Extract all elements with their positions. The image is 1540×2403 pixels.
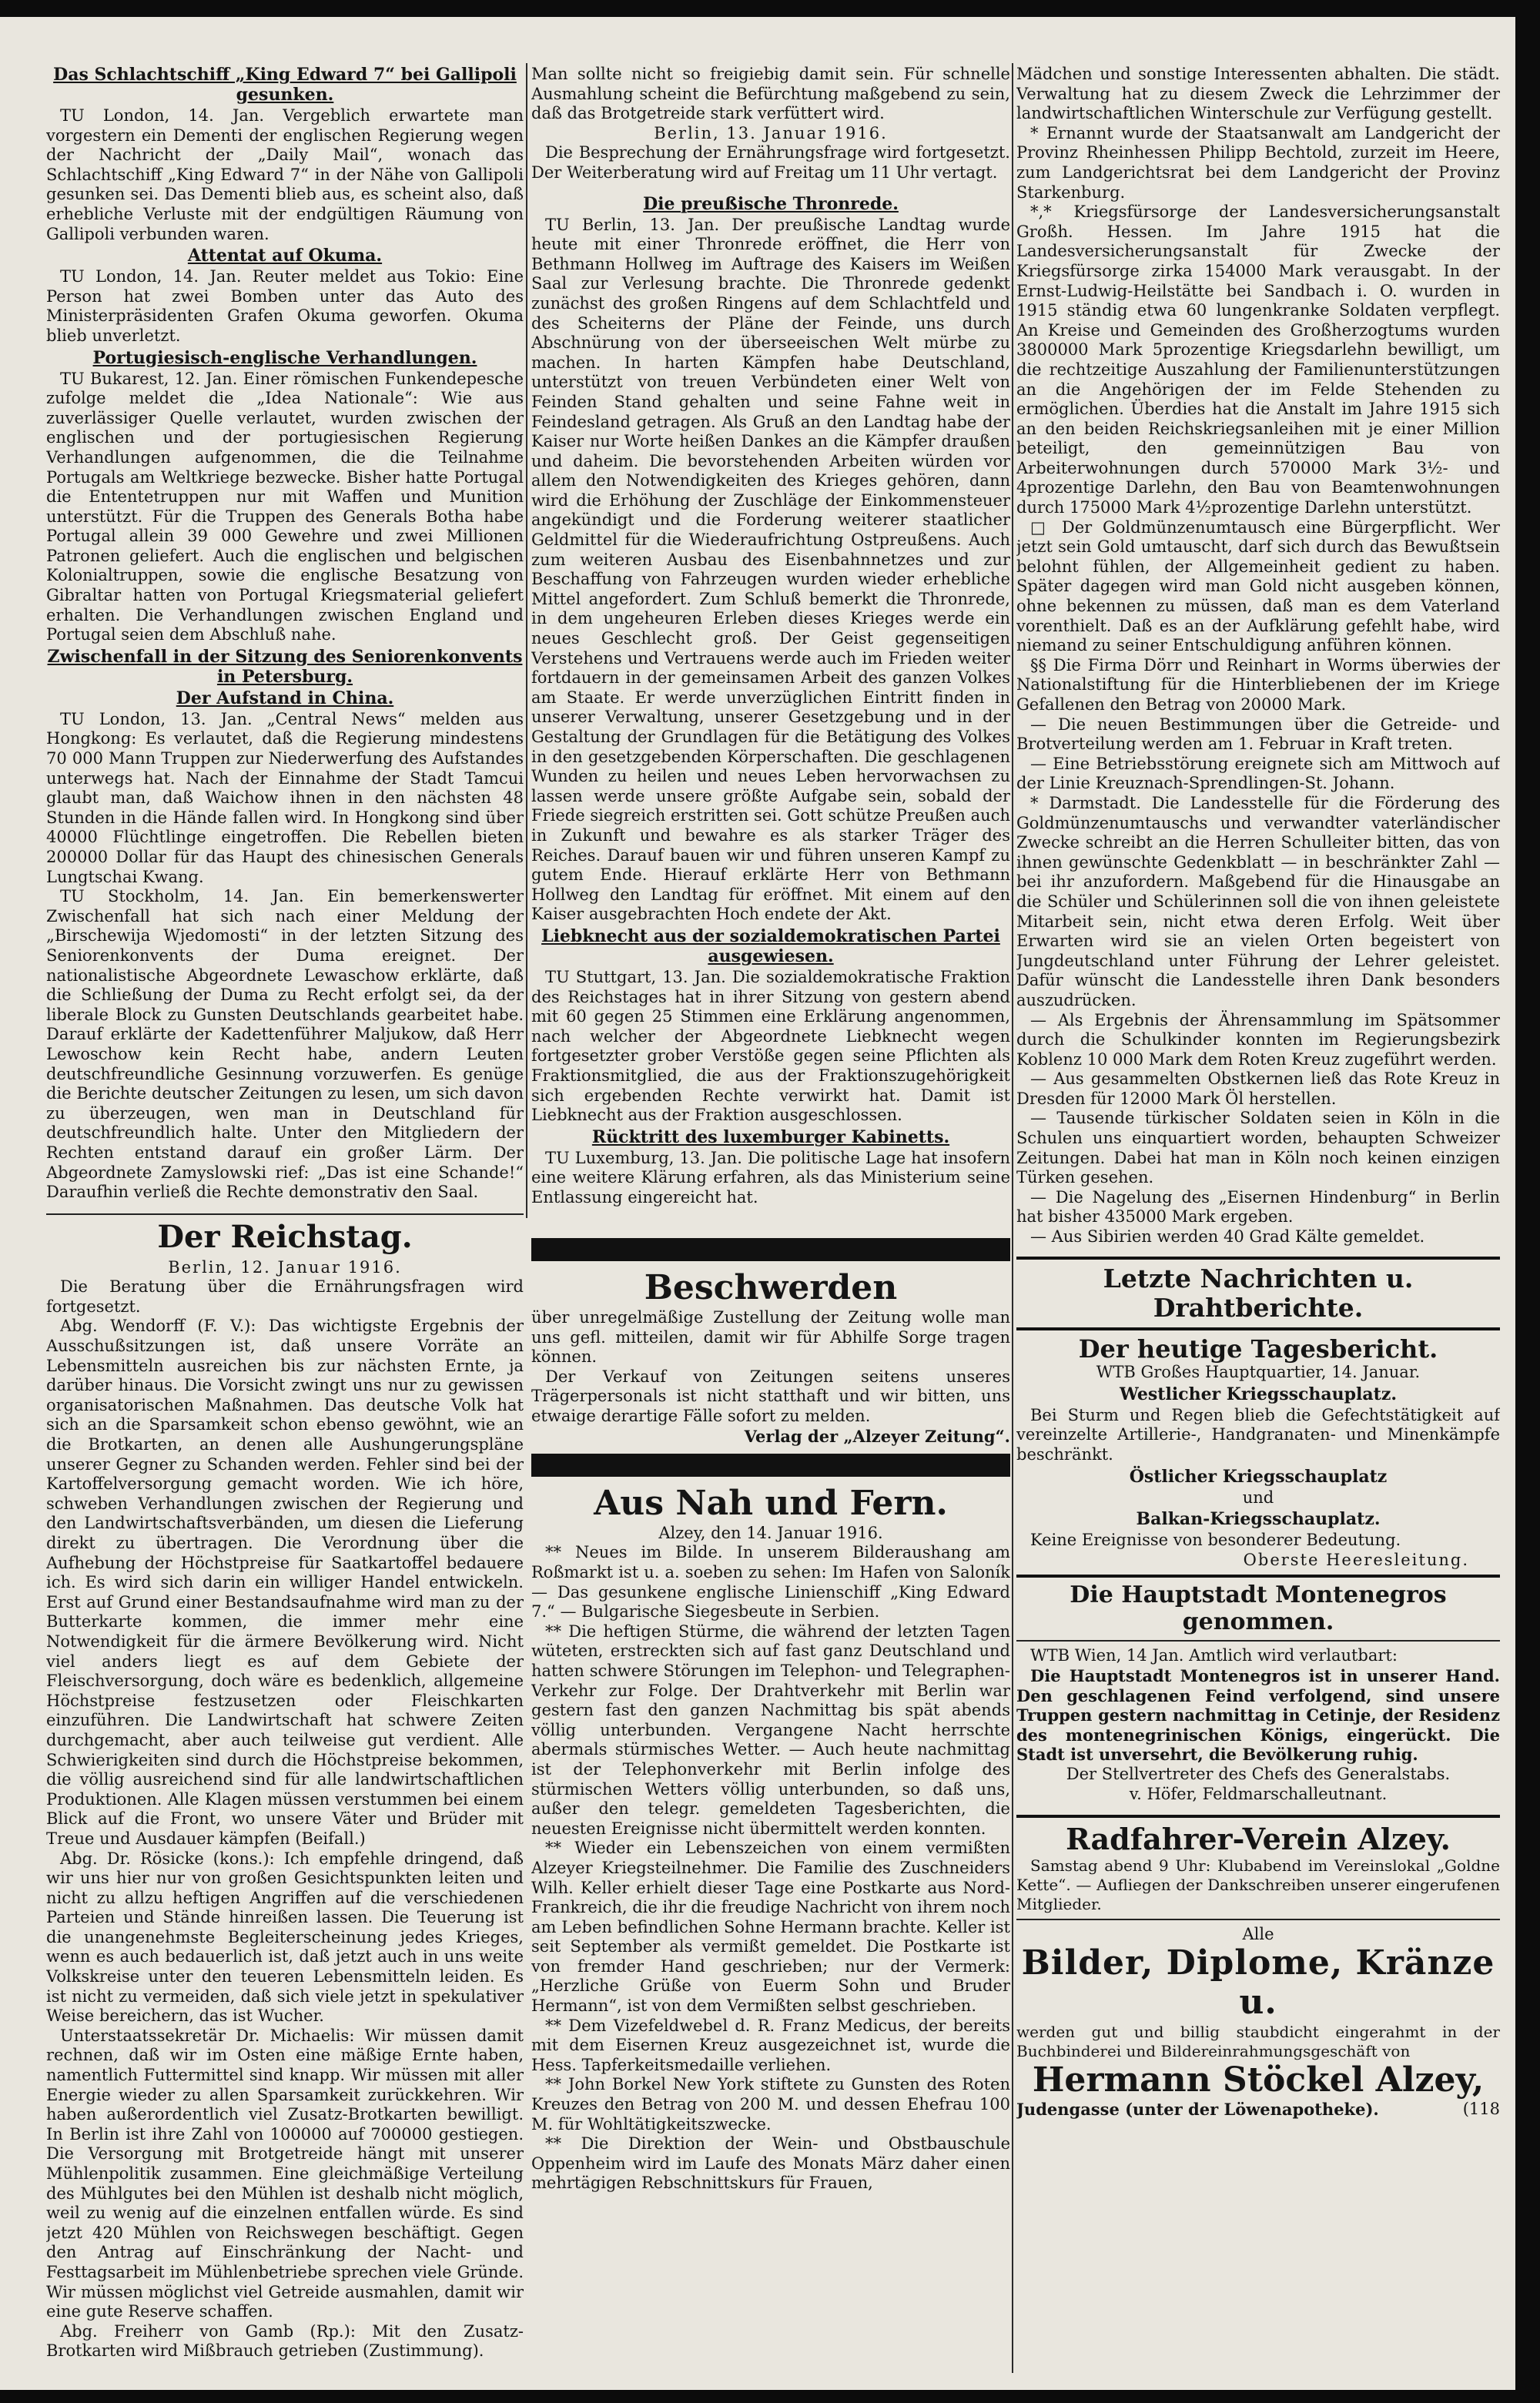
notice-obstkerne: — Aus gesammelten Obstkernen ließ das Rote Kreuz in Dresden für 12000 Mark Öl herstellen. [1016,1069,1500,1108]
rule [1016,1257,1500,1260]
notice-kriegsfuersorge: *,* Kriegsfürsorge der Landesversicherungsanstalt Großh. Hessen. Im Jahre 1915 hat die Landesversicherungsanstalt für Zwecke der Kriegsfürsorge zirka 154000 Mark verausgabt. In der Ernst-Ludwig-Heilstätte bei Sandbach i. O. wurden in 1915 ständig etwa 60 lungenkranke Soldaten verpflegt. An Kreise und Gemeinden des Großherzogtums wurden 3800000 Mark 5prozentige Kriegsdarlehn bewilligt, um die rechtzeitige Auszahlung der Familienunterstützungen an die Angehörigen der im Felde Stehenden zu ermöglichen. Überdies hat die Anstalt im Jahre 1915 sich an den beiden Reichskriegsanleihen mit je einer Million beteiligt, den gemeinnützigen Bau von Arbeiterwohnungen durch 570000 Mark 3½- und 4prozentige Darlehn, den Bau von Beamtenwohnungen durch 175000 Mark 4½prozentige Darlehn unterstützt. [1016,202,1500,517]
nahfern-continued: Mädchen und sonstige Interessenten abhalten. Die städt. Verwaltung hat zu diesem Zweck die Lehrzimmer der landwirtschaftlichen Winterschule zur Verfügung gestellt. [1016,65,1500,123]
ad-code: (118 [1462,2100,1500,2119]
headline-okuma: Attentat auf Okuma. [187,246,383,266]
column-3 [1016,17,1500,2120]
article-stockholm: TU Stockholm, 14. Jan. Ein bemerkenswerter Zwischenfall hat sich nach einer Meldung der „Birschewija Wjedomosti“ in der letzten Sitzung des Seniorenkonvents der Duma ereignet. Der nationalistische Abgeordnete Lewaschow erklärte, daß die Schließung der Duma zu Recht erfolgt sei, da der liberale Block zu Gunsten Deutschlands gearbeitet habe. Darauf erklärte der Kadettenführer Maljukow, daß Herr Lewoschow kein Recht habe, andern Leuten deutschfreundliche Gesinnung vorzuwerfen. Es genüge die Berichte deutscher Zeitungen zu lesen, um sich davon zu überzeugen, wen man in Deutschland für deutschfreundlich halte. Unter den Mitgliedern der Rechten entstand darauf ein großer Lärm. Der Abgeordnete Zamyslowski rief: „Das ist eine Schande!“ Daraufhin verließ die Rechte demonstrativ den Saal. [46,887,524,1202]
beschwerden-p1: über unregelmäßige Zustellung der Zeitung wolle man uns gefl. mitteilen, damit wir für Abhilfe Sorge tragen können. [531,1308,1010,1367]
headline-reichstag: Der Reichstag. [157,1218,413,1255]
column-rule-1 [526,63,527,1218]
reichstag-continued: Man sollte nicht so freigiebig damit sein. Für schnelle Ausmahlung scheint die Befürchtung maßgebend zu sein, daß das Brotgetreide stark verfüttert wird. [531,65,1010,123]
reichstag-p4: Unterstaatssekretär Dr. Michaelis: Wir müssen damit rechnen, daß wir im Osten eine mäßige Ernte haben, namentlich Futtermittel sind knapp. Wir müssen mit aller Energie wieder zu allen Sparsamkeit zurückkehren. Wir haben außerordentlich viel Zusatz-Brotkarten bewilligt. In Berlin ist ihre Zahl von 100000 auf 700000 gestiegen. Die Versorgung mit Brotgetreide hängt mit unserer Mühlenpolitik zusammen. Eine gleichmäßige Verteilung des Mühlgutes bei den Mühlen ist deshalb nicht möglich, weil zu wenig auf die einzelnen entfallen würde. Es sind jetzt 420 Mühlen von Reichswegen beschäftigt. Gegen den Antrag auf Einschränkung der Nacht- und Festtagsarbeit im Mühlenbetriebe sprechen viele Gründe. Wir müssen möglichst viel Getreide ausmahlen, damit wir eine gute Reserve schaffen. [46,2026,524,2321]
headline-tagesbericht: Der heutige Tagesbericht. [1078,1334,1438,1364]
notice-betriebsstoerung: — Eine Betriebsstörung ereignete sich am Mittwoch auf der Linie Kreuznach-Sprendlingen-St. Johann. [1016,754,1500,793]
dateline-alzey: Alzey, den 14. Januar 1916. [658,1523,883,1542]
headline-portugal: Portugiesisch-englische Verhandlungen. [92,347,477,368]
notice-sibirien: — Aus Sibirien werden 40 Grad Kälte gemeldet. [1030,1227,1425,1247]
headline-zwischenfall: Zwischenfall in der Sitzung des Seniorenkonvents in Petersburg. [47,646,523,687]
headline-radfahrer: Radfahrer-Verein Alzey. [1066,1822,1451,1857]
notice-aehrensammlung: — Als Ergebnis der Ährensammlung im Spätsommer durch die Schulkinder konnten im Regierungsbezirk Koblenz 10 000 Mark dem Roten Kreuz zugeführt werden. [1016,1010,1500,1069]
column-rule-2 [1012,63,1013,2373]
notice-doerr-reinhart: §§ Die Firma Dörr und Reinhart in Worms überwies der Nationalstiftung für die Hinterbliebenen der im Kriege Gefallenen den Betrag von 20000 Mark. [1016,655,1500,714]
notice-bestimmungen: — Die neuen Bestimmungen über die Getreide- und Brotverteilung werden am 1. Februar in Kraft treten. [1016,715,1500,754]
tagesbericht-west: Bei Sturm und Regen blieb die Gefechtstätigkeit auf vereinzelte Artillerie-, Handgranaten- und Minenkämpfe beschränkt. [1016,1405,1500,1464]
radfahrer-text: Samstag abend 9 Uhr: Klubabend im Vereinslokal „Goldne Kette“. — Aufliegen der Dankschreiben unserer eingerufenen Mitglieder. [1016,1856,1500,1913]
headline-luxemburg: Rücktritt des luxemburger Kabinetts. [591,1126,950,1147]
article-liebknecht: TU Stuttgart, 13. Jan. Die sozialdemokratische Fraktion des Reichstages hat in ihrer Sitzung von gestern abend mit 60 gegen 25 Stimmen eine Erklärung angenommen, nach welcher der Abgeordnete Liebknecht wegen fortgesetzter grober Verstöße gegen seine Pflichten als Fraktionsmitglied, die aus der Fraktionszugehörigkeit sich ergebenden Rechte verwirkt hat. Damit ist Liebknecht aus der Fraktion ausgeschlossen. [531,967,1010,1125]
montenegro-sign1: Der Stellvertreter des Chefs des Generalstabs. [1066,1765,1451,1784]
dateline-hauptquartier: WTB Großes Hauptquartier, 14. Januar. [1096,1363,1421,1382]
tagesbericht-ost: Keine Ereignisse von besonderer Bedeutung. [1030,1531,1401,1550]
article-ship: TU London, 14. Jan. Vergeblich erwartete man vorgestern ein Dementi der englischen Regierung wegen der Nachricht der „Daily Mail“, wonach das Schlachtschiff „King Edward 7“ in der Nähe von Gallipoli gesunken sei. Das Dementi blieb aus, es scheint also, daß erhebliche Verluste mit der endgültigen Räumung von Gallipoli verbunden waren. [46,106,524,243]
reichstag-p2: Abg. Wendorff (F. V.): Das wichtigste Ergebnis der Ausschußsitzungen ist, daß unsere Vorräte an Lebensmitteln ausreichen bis zur nächsten Ernte, ja darüber hinaus. Die Vorsicht zwingt uns nur zu gewissen organisatorischen Maßnahmen. Das deutsche Volk hat sich an die Sparsamkeit schon ebenso gewöhnt, wie an die Brotkarten, an denen alle Aushungerungspläne unserer Gegner zu Schanden werden. Fehler sind bei der Kartoffelversorgung gemacht worden. Wie ich höre, schweben Verhandlungen zwischen der Regierung und den Landwirtschaftsverbänden, um diesen die Lieferung direkt zu übertragen. Die Verordnung über die Aufhebung der Höchstpreise für Saatkartoffel bedauere ich. Es wird sich darin ein williger Handel entwickeln. Erst auf Grund einer Bestandsaufnahme wird man zu der Butterkarte kommen, die immer mehr eine Notwendigkeit für die ärmere Bevölkerung wird. Nicht viel anders liegt es auf dem Gebiete der Fleischversorgung, doch wäre es bedenklich, allgemeine Höchstpreise festzusetzen oder Fleischkarten einzuführen. Die Landwirtschaft hat schwere Zeiten durchgemacht, aber auch teilweise gut verdient. Alle Schwierigkeiten sind durch die Höchstpreise bekommen, die völlig ausreichend sind für alle landwirtschaftlichen Produktionen. Alle Klagen müssen verstummen bei einem Blick auf die Front, wo unsere Väter und Brüder mit Treue und Ausdauer kämpfen (Beifall.) [46,1317,524,1848]
subhead-ost: Östlicher Kriegsschauplatz [1129,1466,1388,1487]
ad-alle: Alle [1242,1924,1274,1943]
rule [1016,1327,1500,1330]
subhead-balkan: Balkan-Kriegsschauplatz. [1136,1509,1381,1530]
montenegro-dateline: WTB Wien, 14 Jan. Amtlich wird verlautbart: [1030,1646,1398,1665]
article-china: TU London, 13. Jan. „Central News“ melden aus Hongkong: Es verlautet, daß die Regierung mindestens 70 000 Mann Truppen zur Niederwerfung des Aufstandes unterwegs hat. Nach der Einnahme der Stadt Tamcui glaubt man, daß Waichow ihnen in den nächsten 48 Stunden in die Hände fallen wird. In Hongkong sind über 40000 Flüchtlinge eingetroffen. Die Rebellen bieten 200000 Dollar für das Haupt des chinesischen Generals Lungtschai Kwang. [46,709,524,886]
rule [1016,1575,1500,1578]
tagesbericht-sign: Oberste Heeresleitung. [1243,1550,1469,1569]
rule [1016,1815,1500,1818]
reichstag-p3: Abg. Dr. Rösicke (kons.): Ich empfehle dringend, daß wir uns hier nur von großen Gesichtspunkten leiten und nicht zu allzu heftigen Angriffen auf die verschiedenen Parteien und Stände hinreißen lassen. Die Teuerung ist die unangenehmste Begleiterscheinung jedes Krieges, wenn es auch bedauerlich ist, daß jetzt auch in uns weite Volkskreise unter den teueren Lebensmitteln leiden. Es ist nicht zu vermeiden, daß sich viele jetzt in spekulativer Weise bereichern, das ist Wucher. [46,1849,524,2026]
reichstag-next: Die Besprechung der Ernährungsfrage wird fortgesetzt. Der Weiterberatung wird auf Freitag um 11 Uhr vertagt. [531,143,1010,182]
subhead-west: Westlicher Kriegsschauplatz. [1120,1384,1397,1404]
article-okuma: TU London, 14. Jan. Reuter meldet aus Tokio: Eine Person hat zwei Bomben unter das Auto des Ministerpräsidenten Grafen Okuma geworfen. Okuma blieb unverletzt. [46,267,524,345]
column-2 [531,17,1010,2194]
beschwerden-sign: Verlag der „Alzeyer Zeitung“. [744,1426,1010,1446]
notice-bechtold: * Ernannt wurde der Staatsanwalt am Landgericht der Provinz Rheinhessen Philipp Bechtold, zurzeit im Heere, zum Landgerichtsrat bei dem Landgericht der Provinz Starkenburg. [1016,123,1500,202]
reichstag-p1: Die Beratung über die Ernährungsfragen wird fortgesetzt. [46,1277,524,1316]
notice-hindenburg: — Die Nagelung des „Eisernen Hindenburg“ in Berlin hat bisher 435000 Mark ergeben. [1016,1187,1500,1227]
headline-china: Der Aufstand in China. [176,688,394,708]
headline-thronrede: Die preußische Thronrede. [643,193,899,214]
nahfern-p3: ** Wieder ein Lebenszeichen von einem vermißten Alzeyer Kriegsteilnehmer. Die Familie des Zuschneiders Wilh. Keller erhielt dieser Tage eine Postkarte aus Nord-Frankreich, die ihr die freudige Nachricht von ihrem noch am Leben befindlichen Sohne Hermann brachte. Keller ist seit September als vermißt gemeldet. Die Postkarte ist von fremder Hand geschrieben; nur der Vermerk: „Herzliche Grüße von Euerm Sohn und Bruder Hermann“, ist von dem Vermißten selbst geschrieben. [531,1839,1010,2016]
article-luxemburg: TU Luxemburg, 13. Jan. Die politische Lage hat insofern eine weitere Klärung erfahren, als das Ministerium seine Entlassung eingereicht hat. [531,1148,1010,1207]
black-band [531,1454,1010,1477]
subhead-und: und [1242,1488,1274,1507]
notice-goldmuenzen: □ Der Goldmünzenumtausch eine Bürgerpflicht. Wer jetzt sein Gold umtauscht, darf sich durch das Bewußtsein belohnt fühlen, der Allgemeinheit gedient zu haben. Später dagegen wird man Gold nicht ausgeben können, ohne bekennen zu müssen, daß man es dem Vaterland vorenthielt. Daß es an der Aufklärung gefehlt habe, wird niemand zu seiner Entschuldigung anführen können. [1016,517,1500,655]
ad-text: werden gut und billig staubdicht eingerahmt in der Buchbinderei und Bildereinrahmungsgeschäft von [1016,2022,1500,2060]
nahfern-p2: ** Die heftigen Stürme, die während der letzten Tagen wüteten, erstreckten sich auf fast ganz Deutschland und hatten schwere Störungen im Telephon- und Telegraphen-Verkehr zur Folge. Der Drahtverkehr mit Berlin war gestern fast den ganzen Nachmittag bis spät abends völlig unterbunden. Vergangene Nacht herrschte abermals stürmisches Wetter. — Auch heute nachmittag ist der Telephonverkehr mit Berlin infolge des stürmischen Wetters völlig unterbunden, so daß uns, außer den telegr. gemeldeten Tagesberichten, die neuesten Ereignisse nicht übermittelt werden konnten. [531,1622,1010,1838]
black-band [531,1238,1010,1261]
rule [1016,1640,1500,1642]
ad-headline: Bilder, Diplome, Kränze u. [1021,1943,1495,2023]
headline-montenegro: Die Hauptstadt Montenegros genommen. [1070,1581,1447,1635]
nahfern-p5: ** John Borkel New York stiftete zu Gunsten des Roten Kreuzes den Betrag von 200 M. und dessen Ehefrau 100 M. für Wohltätigkeitszwecke. [531,2075,1010,2134]
headline-nah-fern: Aus Nah und Fern. [594,1484,948,1524]
rule [1016,1919,1500,1920]
rule [46,1213,524,1215]
beschwerden-p2: Der Verkauf von Zeitungen seitens unseres Trägerpersonals ist nicht statthaft und wir bitten, uns etwaige derartige Fälle sofort zu melden. [531,1367,1010,1426]
nahfern-p1: ** Neues im Bilde. In unserem Bilderaushang am Roßmarkt ist u. a. soeben zu sehen: Im Hafen von Saloník — Das gesunkene englische Linienschiff „King Edward 7.“ — Bulgarische Siegesbeute in Serbien. [531,1543,1010,1622]
headline-beschwerden: Beschwerden [644,1268,898,1308]
headline-ship: Das Schlachtschiff „King Edward 7“ bei Gallipoli gesunken. [53,65,517,105]
nahfern-p4: ** Dem Vizefeldwebel d. R. Franz Medicus, der bereits mit dem Eisernen Kreuz ausgezeichnet ist, wurde die Hess. Tapferkeitsmedaille verliehen. [531,2016,1010,2074]
dateline-berlin: Berlin, 13. Januar 1916. [654,123,888,142]
dateline-reichstag: Berlin, 12. Januar 1916. [168,1257,402,1277]
montenegro-text: Die Hauptstadt Montenegros ist in unserer Hand. Den geschlagenen Feind verfolgend, sind unsere Truppen gestern nachmittag in Cetinje, der Residenz des montenegrinischen Königs, eingerückt. Die Stadt ist unversehrt, die Bevölkerung ruhig. [1016,1666,1500,1765]
column-1 [46,17,524,2361]
montenegro-sign2: v. Höfer, Feldmarschalleutnant. [1129,1784,1388,1803]
ad-name: Hermann Stöckel Alzey, [1032,2060,1485,2100]
ad-address: Judengasse (unter der Löwenapotheke). [1016,2100,1379,2120]
notice-tuerken: — Tausende türkischer Soldaten seien in Köln in die Schulen uns einquartiert worden, behaupten Schweizer Zeitungen. Dabei hat man in Köln noch keinen einzigen Türken gesehen. [1016,1109,1500,1187]
headline-liebknecht: Liebknecht aus der sozialdemokratischen Partei ausgewiesen. [541,925,1000,966]
article-thronrede: TU Berlin, 13. Jan. Der preußische Landtag wurde heute mit einer Thronrede eröffnet, die Herr von Bethmann Hollweg im Auftrage des Kaisers im Weißen Saal zur Verlesung brachte. Die Thronrede gedenkt zunächst des großen Ringens auf dem Schlachtfeld und des Scheiterns der Pläne der Feinde, uns durch Abschnürung von der überseeischen Welt mürbe zu machen. In harten Kämpfen habe Deutschland, unterstützt von treuen Verbündeten einer Welt von Feinden Stand gehalten und seine Fahne weit in Feindesland getragen. Als Gruß an den Landtag habe der Kaiser nur Worte heißen Dankes an die Kämpfer draußen und daheim. Die bevorstehenden Arbeiten würden vor allem den Notwendigkeiten des Krieges gehören, dann wird die Erhöhung der Zuschläge der Einkommensteuer angekündigt und die Forderung weiterer staatlicher Geldmittel für die Wiederaufrichtung Ostpreußens. Auch zum weiteren Ausbau des Eisenbahnnetzes und zur Beschaffung von Fahrzeugen wurden wieder erhebliche Mittel angefordert. Zum Schluß bemerkt die Thronrede, in dem ungeheuren Erleben dieses Krieges werde ein neues Geschlecht groß. Der Geist gegenseitigen Verstehens und Vertrauens werde auch im Frieden weiter fortdauern in der gemeinsamen Arbeit des ganzen Volkes am Staate. Er werde unverzüglichen Eintritt finden in unserer Verwaltung, unserer Gesetzgebung und in der Gestaltung der Grundlagen für die Betätigung des Volkes in den gesetzgebenden Körperschaften. Die geschlagenen Wunden zu heilen und neues Leben hervorwachsen zu lassen werde unsere größte Aufgabe sein, sobald der Friede siegreich erstritten sei. Gott schütze Preußen auch in Zukunft und bewahre es als starker Träger des Reiches. Darauf bauen wir und führen unseren Kampf zu gutem Ende. Hierauf erklärte Herr von Bethmann Hollweg den Landtag für eröffnet. Mit einem auf den Kaiser ausgebrachten Hoch endete der Akt. [531,215,1010,924]
notice-darmstadt: * Darmstadt. Die Landesstelle für die Förderung des Goldmünzenumtauschs und verwandter vaterländischer Zwecke schreibt an die Herren Schulleiter bitten, das von ihnen gewünschte Gedenkblatt — in beschränkter Zahl — bei ihr anzufordern. Maßgebend für die Hinausgabe an die Schüler und Schülerinnen soll die von ihnen geleistete Mitarbeit sein, nicht etwa deren Erfolg. Weit über Erwarten wird sie an vielen Orten begeistert von Jungdeutschland unter Führung der Lehrer geleistet. Dafür wünscht die Landesstelle ihren Dank besonders auszudrücken. [1016,793,1500,1009]
nahfern-p6: ** Die Direktion der Wein- und Obstbauschule Oppenheim wird im Laufe des Monats März daher einen mehrtägigen Rebschnittskurs für Frauen, [531,2134,1010,2193]
newspaper-page [0,17,1515,2390]
headline-letzte-nachrichten: Letzte Nachrichten u. Drahtberichte. [1103,1263,1414,1323]
reichstag-p5: Abg. Freiherr von Gamb (Rp.): Mit den Zusatz-Brotkarten wird Mißbrauch getrieben (Zustimmung). [46,2321,524,2361]
article-portugal: TU Bukarest, 12. Jan. Einer römischen Funkendepesche zufolge meldet die „Idea Nationale“: Wie aus zuverlässiger Quelle verlautet, wurden zwischen der englischen und der portugiesischen Regierung Verhandlungen aufgenommen, die die Teilnahme Portugals am Weltkriege bezwecke. Bisher hatte Portugal die Ententetruppen nur mit Waffen und Munition unterstützt. Für die Truppen des Generals Botha habe Portugal allein 39 000 Gewehre und zwei Millionen Patronen geliefert. Auch die englischen und belgischen Kolonialtruppen, sowie die englische Besatzung von Gibraltar hatten von Portugal Kriegsmaterial geliefert erhalten. Die Verhandlungen zwischen England und Portugal seien dem Abschluß nahe. [46,369,524,644]
